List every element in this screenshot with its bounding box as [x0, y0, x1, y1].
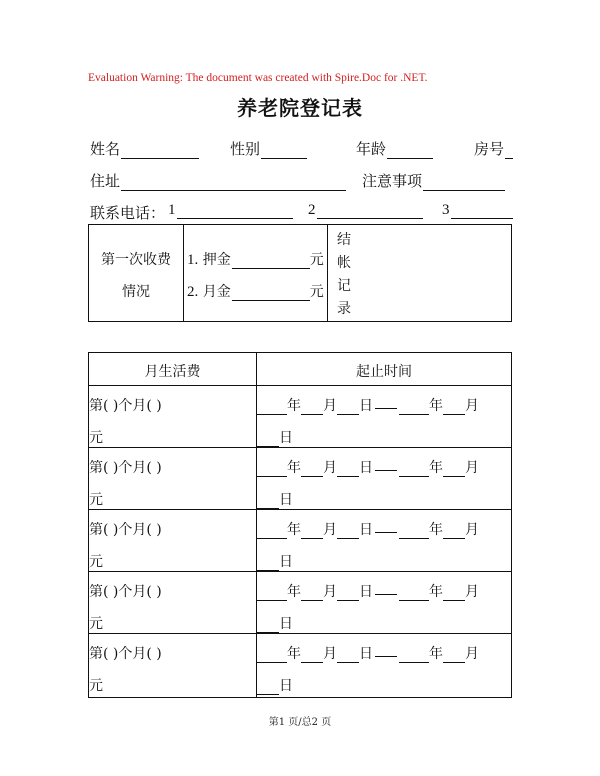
header-start-end-time: 起止时间 — [356, 364, 412, 380]
age-label: 年龄 — [356, 140, 387, 158]
row-date-range[interactable] — [257, 643, 479, 663]
day-label: 日 — [279, 430, 293, 446]
header-monthly-living-fee: 月生活费 — [144, 364, 201, 380]
settle-char: 录 — [337, 301, 351, 317]
row-month-fee[interactable]: 第( )个月( ) — [89, 398, 162, 414]
deposit-unit: 元 — [309, 252, 324, 268]
first-charge-label-line1: 第一次收费 — [101, 252, 171, 268]
year-label: 年 — [287, 460, 301, 476]
row-divider — [89, 633, 511, 634]
phone-3-number: 3 — [442, 202, 450, 218]
row-unit: 元 — [89, 430, 103, 446]
settlement-record-label — [337, 229, 357, 321]
day-label: 日 — [359, 398, 373, 414]
day-label: 日 — [359, 646, 373, 662]
monthly-fee-label: 月金 — [202, 284, 231, 300]
month-label: 月 — [465, 584, 479, 600]
row-divider — [89, 571, 511, 572]
day-label: 日 — [279, 616, 293, 632]
month-label: 月 — [323, 398, 337, 414]
page-title: 养老院登记表 — [237, 96, 363, 120]
phone-2-number: 2 — [308, 202, 316, 218]
month-label: 月 — [465, 398, 479, 414]
page-footer: 第1 页/总2 页 — [268, 717, 332, 728]
monthly-fee-field[interactable] — [187, 281, 324, 301]
notes-label: 注意事项 — [362, 172, 423, 190]
monthly-fee-table — [88, 352, 512, 698]
address-field[interactable] — [90, 170, 346, 191]
row-divider — [89, 509, 511, 510]
deposit-label: 押金 — [202, 252, 231, 268]
gender-label: 性别 — [230, 140, 261, 158]
month-label: 月 — [323, 584, 337, 600]
year-label: 年 — [287, 398, 301, 414]
month-label: 月 — [465, 522, 479, 538]
year-label: 年 — [429, 398, 443, 414]
day-label: 日 — [359, 460, 373, 476]
year-label: 年 — [429, 460, 443, 476]
month-label: 月 — [465, 460, 479, 476]
day-label: 日 — [279, 678, 293, 694]
day-label: 日 — [279, 554, 293, 570]
row-unit: 元 — [89, 554, 103, 570]
year-label: 年 — [287, 646, 301, 662]
month-label: 月 — [323, 646, 337, 662]
notes-field[interactable] — [362, 170, 505, 191]
phone-field-3[interactable] — [442, 202, 513, 219]
year-label: 年 — [287, 522, 301, 538]
row-unit: 元 — [89, 616, 103, 632]
evaluation-warning: Evaluation Warning: The document was created with Spire.Doc for .NET. — [88, 72, 428, 84]
deposit-field[interactable] — [187, 249, 324, 269]
row-date-range[interactable] — [257, 581, 479, 601]
first-charge-table — [88, 224, 512, 322]
first-charge-label-line2: 情况 — [122, 284, 150, 300]
row-month-fee[interactable]: 第( )个月( ) — [89, 522, 162, 538]
row-date-day[interactable] — [257, 551, 293, 571]
month-label: 月 — [465, 646, 479, 662]
room-field[interactable] — [474, 138, 513, 159]
name-label: 姓名 — [90, 140, 121, 158]
info-line-2 — [90, 170, 514, 192]
year-label: 年 — [287, 584, 301, 600]
info-line-1 — [90, 138, 514, 160]
row-date-day[interactable] — [257, 489, 293, 509]
age-field[interactable] — [356, 138, 433, 159]
row-month-fee[interactable]: 第( )个月( ) — [89, 460, 162, 476]
row-date-range[interactable] — [257, 395, 479, 415]
year-label: 年 — [429, 522, 443, 538]
address-label: 住址 — [90, 172, 121, 190]
item2-number: 2. — [187, 284, 199, 300]
row-divider — [89, 447, 511, 448]
year-label: 年 — [429, 646, 443, 662]
day-label: 日 — [279, 492, 293, 508]
phone-label: 联系电话： — [90, 204, 166, 222]
settle-char: 记 — [337, 278, 351, 294]
info-line-3 — [90, 202, 514, 224]
day-label: 日 — [359, 522, 373, 538]
row-divider — [89, 385, 511, 386]
settle-char: 帐 — [337, 255, 351, 271]
row-date-day[interactable] — [257, 675, 293, 695]
month-label: 月 — [323, 460, 337, 476]
row-date-day[interactable] — [257, 613, 293, 633]
phone-field-2[interactable] — [308, 202, 423, 219]
row-month-fee[interactable]: 第( )个月( ) — [89, 584, 162, 600]
monthly-fee-unit: 元 — [309, 284, 324, 300]
name-field[interactable] — [90, 138, 199, 159]
first-charge-items-cell — [183, 225, 328, 321]
row-unit: 元 — [89, 492, 103, 508]
row-unit: 元 — [89, 678, 103, 694]
first-charge-label-cell — [89, 225, 184, 321]
phone-1-number: 1 — [168, 202, 176, 218]
row-month-fee[interactable]: 第( )个月( ) — [89, 646, 162, 662]
year-label: 年 — [429, 584, 443, 600]
row-date-day[interactable] — [257, 427, 293, 447]
settle-char: 结 — [337, 232, 351, 248]
phone-label-group — [90, 202, 165, 223]
item1-number: 1. — [187, 252, 199, 268]
phone-field-1[interactable] — [168, 202, 293, 219]
row-date-range[interactable] — [257, 457, 479, 477]
month-label: 月 — [323, 522, 337, 538]
row-date-range[interactable] — [257, 519, 479, 539]
gender-field[interactable] — [230, 138, 307, 159]
day-label: 日 — [359, 584, 373, 600]
room-label: 房号 — [474, 140, 505, 158]
